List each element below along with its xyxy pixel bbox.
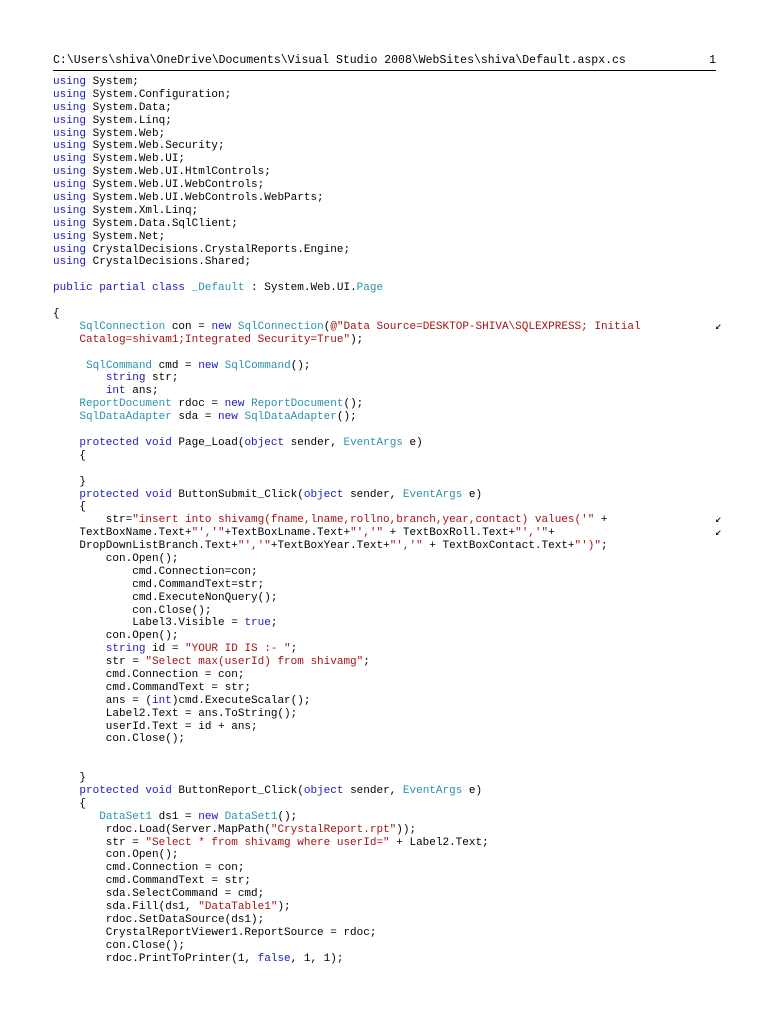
code-text <box>185 282 192 294</box>
code-text: e) <box>402 436 423 449</box>
code-text: , 1, 1); <box>290 952 344 965</box>
keyword-token: new <box>224 398 245 411</box>
code-line <box>53 205 733 218</box>
code-text <box>53 398 79 410</box>
code-text: + <box>594 514 608 527</box>
code-text: cmd = <box>152 359 199 372</box>
code-text: ; <box>363 656 370 669</box>
code-line <box>53 308 733 321</box>
code-text: sda.SelectCommand = cmd; <box>53 888 265 901</box>
type-token: SqlConnection <box>237 320 324 333</box>
keyword-token: using <box>53 204 87 217</box>
code-text <box>218 360 225 372</box>
code-text: con.Open(); <box>53 630 179 643</box>
code-text: ); <box>350 333 364 346</box>
string-token: Catalog=shivam1;Integrated Security=True" <box>53 333 351 346</box>
code-line <box>53 282 733 295</box>
keyword-token: protected void <box>79 436 172 449</box>
code-text: con.Open(); <box>53 552 179 565</box>
keyword-token: using <box>53 256 87 269</box>
type-token: SqlCommand <box>86 359 153 372</box>
code-text: TextBoxName.Text+ <box>53 527 192 540</box>
code-line <box>53 321 733 334</box>
code-text: cmd.Connection = con; <box>53 668 245 681</box>
code-text: +TextBoxLname.Text+ <box>224 527 351 540</box>
string-token: "Select * from shivamg where userId=" <box>145 836 390 849</box>
code-text: : System.Web.UI. <box>244 282 357 295</box>
code-text: System.Web.UI; <box>86 153 186 166</box>
type-token: SqlDataAdapter <box>244 411 337 424</box>
code-text: ; <box>600 540 608 553</box>
code-line <box>53 540 733 553</box>
code-text: str = <box>53 656 146 669</box>
code-text: con.Close(); <box>53 939 186 952</box>
code-text: e) <box>462 784 483 797</box>
string-token: "YOUR ID IS :- " <box>185 643 291 656</box>
code-line <box>53 888 733 901</box>
code-text: System.Web.Security; <box>86 140 225 153</box>
code-line <box>53 256 733 269</box>
code-line <box>53 153 733 166</box>
code-line <box>53 166 733 179</box>
keyword-token: public partial class <box>53 282 186 295</box>
code-text: System.Web.UI.WebControls; <box>86 179 265 192</box>
code-text: cmd.Connection = con; <box>53 862 245 875</box>
code-line <box>53 489 733 502</box>
code-text: { <box>53 308 60 321</box>
code-text: rdoc = <box>171 398 225 411</box>
code-text: ds1 = <box>152 810 199 823</box>
keyword-token: using <box>53 114 87 127</box>
type-token: SqlConnection <box>79 320 166 333</box>
code-text: + TextBoxRoll.Text+ <box>383 527 516 540</box>
keyword-token: protected void <box>79 488 172 501</box>
code-text: System.Web.UI.WebControls.WebParts; <box>86 192 324 205</box>
code-line <box>53 772 733 785</box>
keyword-token: protected void <box>79 784 172 797</box>
code-line <box>53 605 733 618</box>
code-text: System.Web; <box>86 127 166 140</box>
code-line <box>53 192 733 205</box>
page-header <box>53 54 716 71</box>
code-text: str = <box>53 836 146 849</box>
code-text <box>231 321 238 333</box>
code-text: + Label2.Text; <box>389 836 489 849</box>
code-line <box>53 669 733 682</box>
keyword-token: using <box>53 192 87 205</box>
keyword-token: new <box>211 320 232 333</box>
code-line <box>53 849 733 862</box>
code-text: ; <box>270 617 278 630</box>
code-line <box>53 501 733 514</box>
keyword-token: using <box>53 101 87 114</box>
keyword-token: using <box>53 153 87 166</box>
code-text: ButtonReport_Click( <box>171 784 304 797</box>
wrap-arrow-icon: ↙ <box>715 514 722 527</box>
keyword-token: new <box>198 359 219 372</box>
code-text: +TextBoxYear.Text+ <box>270 540 390 553</box>
type-token: EventArgs <box>402 784 463 797</box>
code-listing <box>53 76 733 965</box>
code-line <box>53 927 733 940</box>
code-text: { <box>53 501 87 514</box>
code-line <box>53 218 733 231</box>
code-text: DropDownListBranch.Text+ <box>53 540 238 553</box>
code-text <box>53 811 99 823</box>
wrap-arrow-icon: ↙ <box>715 320 722 333</box>
code-text: con.Close(); <box>53 733 186 746</box>
keyword-token: string <box>105 372 146 385</box>
code-text: Page_Load( <box>171 436 245 449</box>
code-text: ( <box>323 320 331 333</box>
code-line <box>53 695 733 708</box>
wrap-arrow-icon: ↙ <box>715 527 722 540</box>
code-line <box>53 837 733 850</box>
keyword-token: using <box>53 140 87 153</box>
code-line <box>53 179 733 192</box>
code-line <box>53 901 733 914</box>
code-text <box>53 785 79 797</box>
code-line <box>53 437 733 450</box>
code-line <box>53 875 733 888</box>
keyword-token: using <box>53 230 87 243</box>
code-line <box>53 566 733 579</box>
code-text: CrystalDecisions.Shared; <box>86 256 252 269</box>
code-text <box>53 411 79 423</box>
code-text: CrystalReportViewer1.ReportSource = rdoc; <box>53 926 377 939</box>
code-line <box>53 372 733 385</box>
code-text: cmd.CommandText=str; <box>53 578 265 591</box>
code-text: rdoc.SetDataSource(ds1); <box>53 913 265 926</box>
code-line <box>53 656 733 669</box>
keyword-token: using <box>53 243 87 256</box>
code-text: e) <box>462 488 483 501</box>
keyword-token: using <box>53 88 87 101</box>
code-text: CrystalDecisions.CrystalReports.Engine; <box>86 243 351 256</box>
string-token: "CrystalReport.rpt" <box>270 823 397 836</box>
code-text: ButtonSubmit_Click( <box>171 488 304 501</box>
code-text: rdoc.PrintToPrinter(1, <box>53 952 258 965</box>
code-line <box>53 953 733 966</box>
code-text: (); <box>290 359 311 372</box>
code-line <box>53 553 733 566</box>
code-line <box>53 385 733 398</box>
code-line <box>53 862 733 875</box>
code-text: con = <box>165 320 212 333</box>
code-line <box>53 115 733 128</box>
code-line <box>53 824 733 837</box>
code-line <box>53 334 733 347</box>
code-line <box>53 811 733 824</box>
code-line <box>53 89 733 102</box>
code-text: ans = ( <box>53 694 153 707</box>
code-line <box>53 140 733 153</box>
code-line <box>53 746 733 759</box>
code-text: cmd.CommandText = str; <box>53 681 252 694</box>
code-text: { <box>53 449 87 462</box>
code-line <box>53 347 733 360</box>
code-text <box>53 321 79 333</box>
code-line <box>53 579 733 592</box>
code-text: System.Data; <box>86 101 172 114</box>
code-text: str= <box>53 514 133 527</box>
code-line <box>53 759 733 772</box>
keyword-token: new <box>218 411 238 424</box>
code-line <box>53 450 733 463</box>
code-text: rdoc.Load(Server.MapPath( <box>53 823 271 836</box>
keyword-token: using <box>53 127 87 140</box>
code-line <box>53 708 733 721</box>
code-text: } <box>53 475 87 488</box>
code-text <box>53 372 106 384</box>
type-token: _Default <box>191 282 245 295</box>
code-text: )cmd.ExecuteScalar(); <box>171 694 311 707</box>
code-text: str; <box>145 372 179 385</box>
code-line <box>53 592 733 605</box>
code-line <box>53 463 733 476</box>
code-line <box>53 244 733 257</box>
code-line <box>53 643 733 656</box>
code-text: + <box>548 527 555 540</box>
code-text: cmd.CommandText = str; <box>53 875 252 888</box>
code-line <box>53 360 733 373</box>
code-text: )); <box>396 823 417 836</box>
code-line <box>53 76 733 89</box>
type-token: SqlCommand <box>224 359 291 372</box>
code-line <box>53 398 733 411</box>
code-line <box>53 617 733 630</box>
string-token: "','" <box>515 527 549 540</box>
code-line <box>53 721 733 734</box>
code-text: cmd.Connection=con; <box>53 565 258 578</box>
keyword-token: string <box>105 643 146 656</box>
string-token: "','" <box>191 527 225 540</box>
code-text: sender, <box>343 784 403 797</box>
code-line <box>53 514 733 527</box>
code-line <box>53 914 733 927</box>
code-line <box>53 798 733 811</box>
code-text: System.Net; <box>86 230 166 243</box>
string-token: "')" <box>574 540 601 553</box>
code-text: (); <box>343 398 364 411</box>
code-text <box>53 489 79 501</box>
code-text: (); <box>277 810 298 823</box>
code-text: sda = <box>171 411 219 424</box>
code-line <box>53 269 733 282</box>
code-line <box>53 424 733 437</box>
string-token: @"Data Source=DESKTOP-SHIVA\SQLEXPRESS; Initial <box>330 320 641 333</box>
code-text <box>53 385 106 397</box>
keyword-token: using <box>53 76 87 88</box>
code-text: ; <box>290 643 298 656</box>
keyword-token: object <box>303 784 344 797</box>
keyword-token: using <box>53 217 87 230</box>
code-line <box>53 630 733 643</box>
code-text: con.Close(); <box>53 604 212 617</box>
code-text: con.Open(); <box>53 849 179 862</box>
code-text: sender, <box>284 436 344 449</box>
code-line <box>53 476 733 489</box>
code-text: + TextBoxContact.Text+ <box>422 540 575 553</box>
keyword-token: int <box>105 385 126 398</box>
code-text: System.Data.SqlClient; <box>86 217 238 230</box>
code-line <box>53 295 733 308</box>
code-line <box>53 102 733 115</box>
code-text <box>53 360 86 372</box>
string-token: "DataTable1" <box>198 901 278 913</box>
code-text: sda.Fill(ds1, <box>53 901 199 913</box>
code-text: System.Configuration; <box>86 88 232 101</box>
string-token: "','" <box>350 527 384 540</box>
string-token: "Select max(userId) from shivamg" <box>145 656 364 669</box>
code-text: System.Linq; <box>86 114 172 127</box>
code-text: System.Web.UI.HtmlControls; <box>86 166 271 179</box>
code-line <box>53 733 733 746</box>
keyword-token: using <box>53 179 87 192</box>
code-line <box>53 785 733 798</box>
code-text: userId.Text = id + ans; <box>53 720 258 733</box>
code-text <box>53 643 106 655</box>
type-token: EventArgs <box>402 488 463 501</box>
code-text: ans; <box>125 385 159 398</box>
code-text: id = <box>145 643 186 656</box>
code-text: cmd.ExecuteNonQuery(); <box>53 591 278 604</box>
code-line <box>53 128 733 141</box>
code-text: { <box>53 797 87 810</box>
keyword-token: true <box>244 617 271 630</box>
type-token: ReportDocument <box>79 398 172 411</box>
code-text: System; <box>86 76 139 88</box>
keyword-token: object <box>244 436 285 449</box>
keyword-token: new <box>198 810 219 823</box>
string-token: "insert into shivamg(fname,lname,rollno,branch,year,contact) values('" <box>132 514 595 527</box>
type-token: DataSet1 <box>224 810 278 823</box>
type-token: Page <box>356 282 384 295</box>
code-text: } <box>53 772 87 785</box>
code-text <box>53 437 79 449</box>
string-token: "','" <box>389 540 423 553</box>
keyword-token: int <box>152 694 172 707</box>
code-line <box>53 231 733 244</box>
type-token: SqlDataAdapter <box>79 411 172 424</box>
keyword-token: false <box>257 952 291 965</box>
string-token: "','" <box>237 540 271 553</box>
code-line <box>53 940 733 953</box>
keyword-token: object <box>303 488 344 501</box>
code-text: Label2.Text = ans.ToString(); <box>53 707 298 720</box>
type-token: DataSet1 <box>99 810 153 823</box>
code-line <box>53 682 733 695</box>
code-text: Label3.Visible = <box>53 617 245 630</box>
code-text: (); <box>336 411 357 424</box>
keyword-token: using <box>53 166 87 179</box>
code-text <box>218 811 225 823</box>
page-number: 1 <box>709 54 716 67</box>
file-path: C:\Users\shiva\OneDrive\Documents\Visual Studio 2008\WebSites\shiva\Default.aspx.cs <box>53 54 626 67</box>
code-text: ); <box>277 901 291 913</box>
code-text: System.Xml.Linq; <box>86 204 199 217</box>
type-token: ReportDocument <box>251 398 344 411</box>
code-line <box>53 527 733 540</box>
code-line <box>53 411 733 424</box>
type-token: EventArgs <box>343 436 403 449</box>
code-text: sender, <box>343 488 403 501</box>
